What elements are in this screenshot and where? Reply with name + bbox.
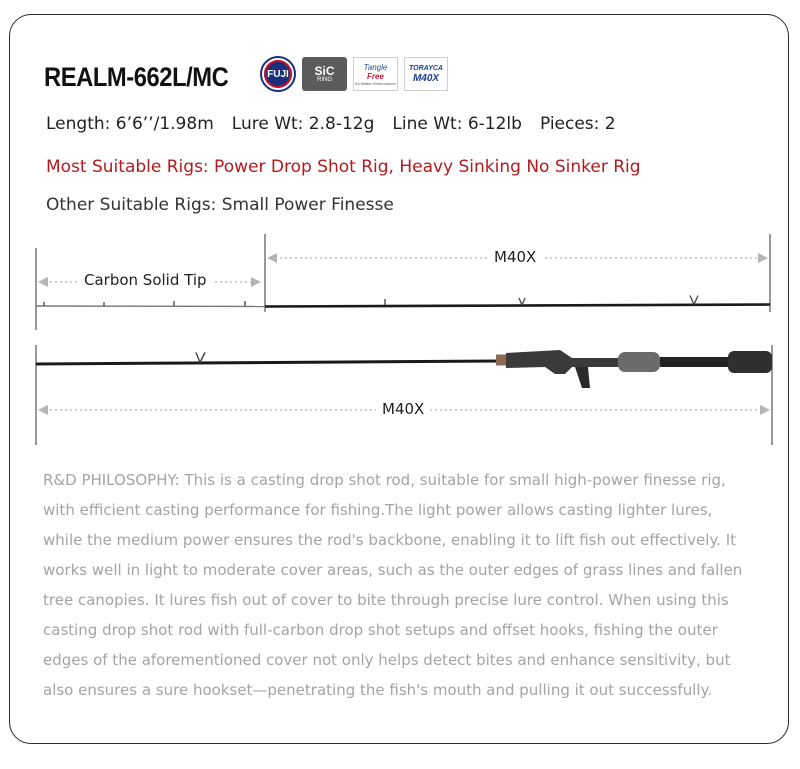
trigger-icon [575,367,590,388]
spec-line-weight: Line Wt: 6-12lb [392,114,522,134]
philosophy-line: also ensures a sure hookset—penetrating the fish's mouth and pulling it out successfully. [43,681,713,699]
upper-rod-blank [265,305,770,307]
tangle-tagline: for Better Performance [355,80,396,86]
free-logo-text: Free [367,71,384,81]
most-suitable-rigs: Most Suitable Rigs: Power Drop Shot Rig, Heavy Sinking No Sinker Rig [46,157,641,177]
philosophy-line: casting drop shot rod with full-carbon drop shot setups and offset hooks, fishing the outer [43,621,718,639]
arrow-right-icon [760,405,770,415]
tangle-logo-text: Tangle [363,62,388,72]
arrow-left-icon [267,253,277,263]
fuji-logo-text: FUJI [264,60,292,88]
upper-section-material: M40X [488,248,542,266]
rod-guide-icon [690,296,698,305]
arrow-left-icon [38,405,48,415]
solid-tip-label: Carbon Solid Tip [78,271,213,289]
torayca-logo-text: TORAYCA [409,64,443,72]
lower-section-material: M40X [376,400,430,418]
philosophy-line: while the medium power ensures the rod's backbone, enabling it to lift fish out effectively. It [43,531,737,549]
lower-rod-blank [36,361,500,364]
other-suitable-rigs: Other Suitable Rigs: Small Power Finesse [46,195,394,215]
spec-pieces: Pieces: 2 [539,114,616,134]
butt-guide-icon [196,353,205,363]
spec-length: Length: 6’6’’/1.98m [46,114,214,134]
rod-guide-icon [519,298,525,305]
philosophy-line: with efficient casting performance for fishing.The light power allows casting lighter lures, [43,501,713,519]
ring-logo-text: RING [317,76,332,83]
philosophy-line: tree canopies. It lures fish out of cover to bite through precise lure control. When using this [43,591,729,609]
arrow-right-icon [758,253,768,263]
rd-philosophy [43,465,755,705]
solid-tip-section [36,306,265,307]
butt-grip [728,351,772,373]
sic-logo-text: SiC [314,63,335,78]
spec-lure-weight: Lure Wt: 2.8-12g [231,114,375,134]
reel-seat [506,350,620,374]
philosophy-line: works well in light to moderate cover areas, such as the outer edges of grass lines and fallen [43,561,743,579]
philosophy-line: R&D PHILOSOPHY: This is a casting drop shot rod, suitable for small high-power finesse rig, [43,471,726,489]
philosophy-line: edges of the aforementioned cover not only helps detect bites and enhance sensitivity, but [43,651,731,669]
fore-grip [618,352,660,372]
model-title: REALM-662L/MC [44,62,229,92]
arrow-left-icon [38,277,48,287]
grip-shaft [660,357,730,367]
arrow-right-icon [251,277,261,287]
m40x-logo-text: M40X [412,72,440,84]
